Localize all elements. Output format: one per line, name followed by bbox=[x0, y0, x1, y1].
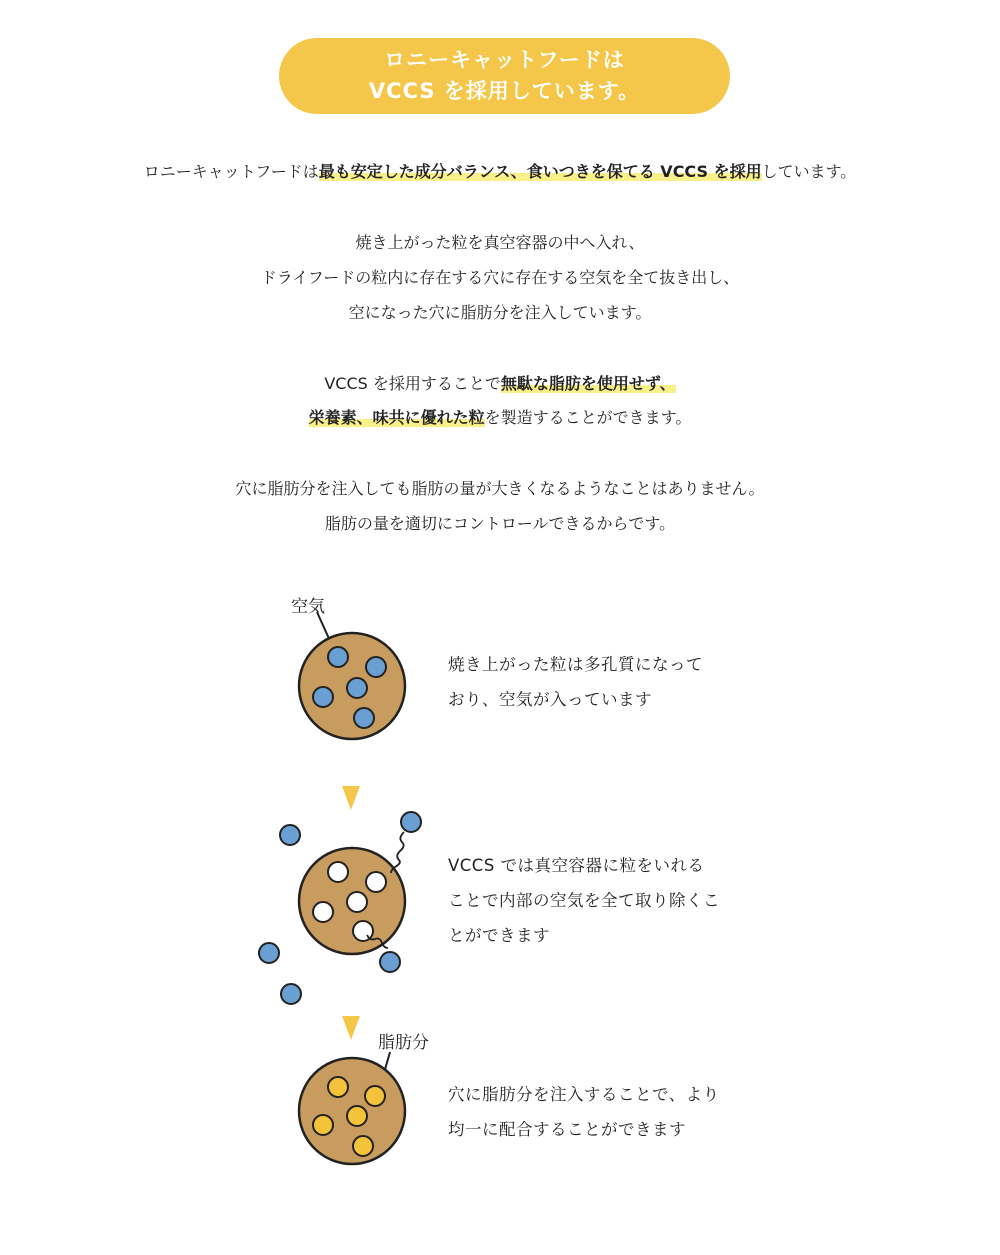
fat-label: 脂肪分 bbox=[378, 1033, 429, 1053]
step3-illustration bbox=[299, 1052, 405, 1164]
paragraph2-text-after: を製造することができます。 bbox=[484, 408, 692, 427]
paragraph2-highlight2: 栄養素、味共に優れた粒 bbox=[308, 408, 485, 427]
step2-text-line2: ことで内部の空気を全て取り除くこ bbox=[448, 891, 720, 910]
empty-hole bbox=[366, 872, 386, 892]
step1-text-line1: 焼き上がった粒は多孔質になって bbox=[448, 655, 703, 674]
paragraph2-highlight1: 無駄な脂肪を使用せず、 bbox=[500, 374, 676, 393]
fat-drop bbox=[313, 1115, 333, 1135]
air-bubble bbox=[366, 657, 386, 677]
paragraph1-line3: 空になった穴に脂肪分を注入しています。 bbox=[348, 303, 652, 322]
step2-text-line3: とができます bbox=[448, 926, 550, 945]
air-bubble bbox=[313, 687, 333, 707]
down-arrow-icon bbox=[342, 786, 360, 810]
paragraph3-line1: 穴に脂肪分を注入しても脂肪の量が大きくなるようなことはありません。 bbox=[235, 479, 765, 498]
paragraph3-line2: 脂肪の量を適切にコントロールできるからです。 bbox=[324, 514, 676, 533]
fat-drop bbox=[365, 1086, 385, 1106]
intro-highlight: 最も安定した成分バランス、食いつきを保てる VCCS を採用 bbox=[318, 162, 762, 181]
paragraph1-line2: ドライフードの粒内に存在する穴に存在する空気を全て抜き出し、 bbox=[260, 268, 740, 287]
empty-hole bbox=[347, 892, 367, 912]
paragraph1-line1: 焼き上がった粒を真空容器の中へ入れ、 bbox=[355, 233, 645, 252]
air-label: 空気 bbox=[291, 597, 325, 617]
header-title-line2: VCCS を採用しています。 bbox=[368, 79, 641, 103]
empty-hole bbox=[313, 902, 333, 922]
escaped-air-bubble bbox=[380, 952, 400, 972]
intro-text-after: しています。 bbox=[761, 162, 857, 181]
down-arrow-icon bbox=[342, 1016, 360, 1040]
air-bubble bbox=[354, 708, 374, 728]
escaped-air-bubble bbox=[280, 825, 300, 845]
air-bubble bbox=[347, 678, 367, 698]
step2-illustration bbox=[259, 812, 421, 1004]
paragraph2-text-before: VCCS を採用することで bbox=[324, 374, 501, 393]
empty-hole bbox=[328, 862, 348, 882]
step3-text-line2: 均一に配合することができます bbox=[448, 1120, 686, 1139]
header-title-line1: ロニーキャットフードは bbox=[384, 48, 625, 72]
escaped-air-bubble bbox=[281, 984, 301, 1004]
escaped-air-bubble bbox=[259, 943, 279, 963]
fat-drop bbox=[347, 1106, 367, 1126]
air-bubble bbox=[328, 647, 348, 667]
step2-text-line1: VCCS では真空容器に粒をいれる bbox=[448, 856, 705, 875]
step1-text-line2: おり、空気が入っています bbox=[448, 690, 652, 709]
intro-text-before: ロニーキャットフードは bbox=[143, 162, 319, 181]
step3-text-line1: 穴に脂肪分を注入することで、より bbox=[448, 1085, 720, 1104]
fat-drop bbox=[328, 1077, 348, 1097]
escaped-air-bubble bbox=[401, 812, 421, 832]
fat-drop bbox=[353, 1136, 373, 1156]
step1-illustration bbox=[299, 612, 405, 739]
